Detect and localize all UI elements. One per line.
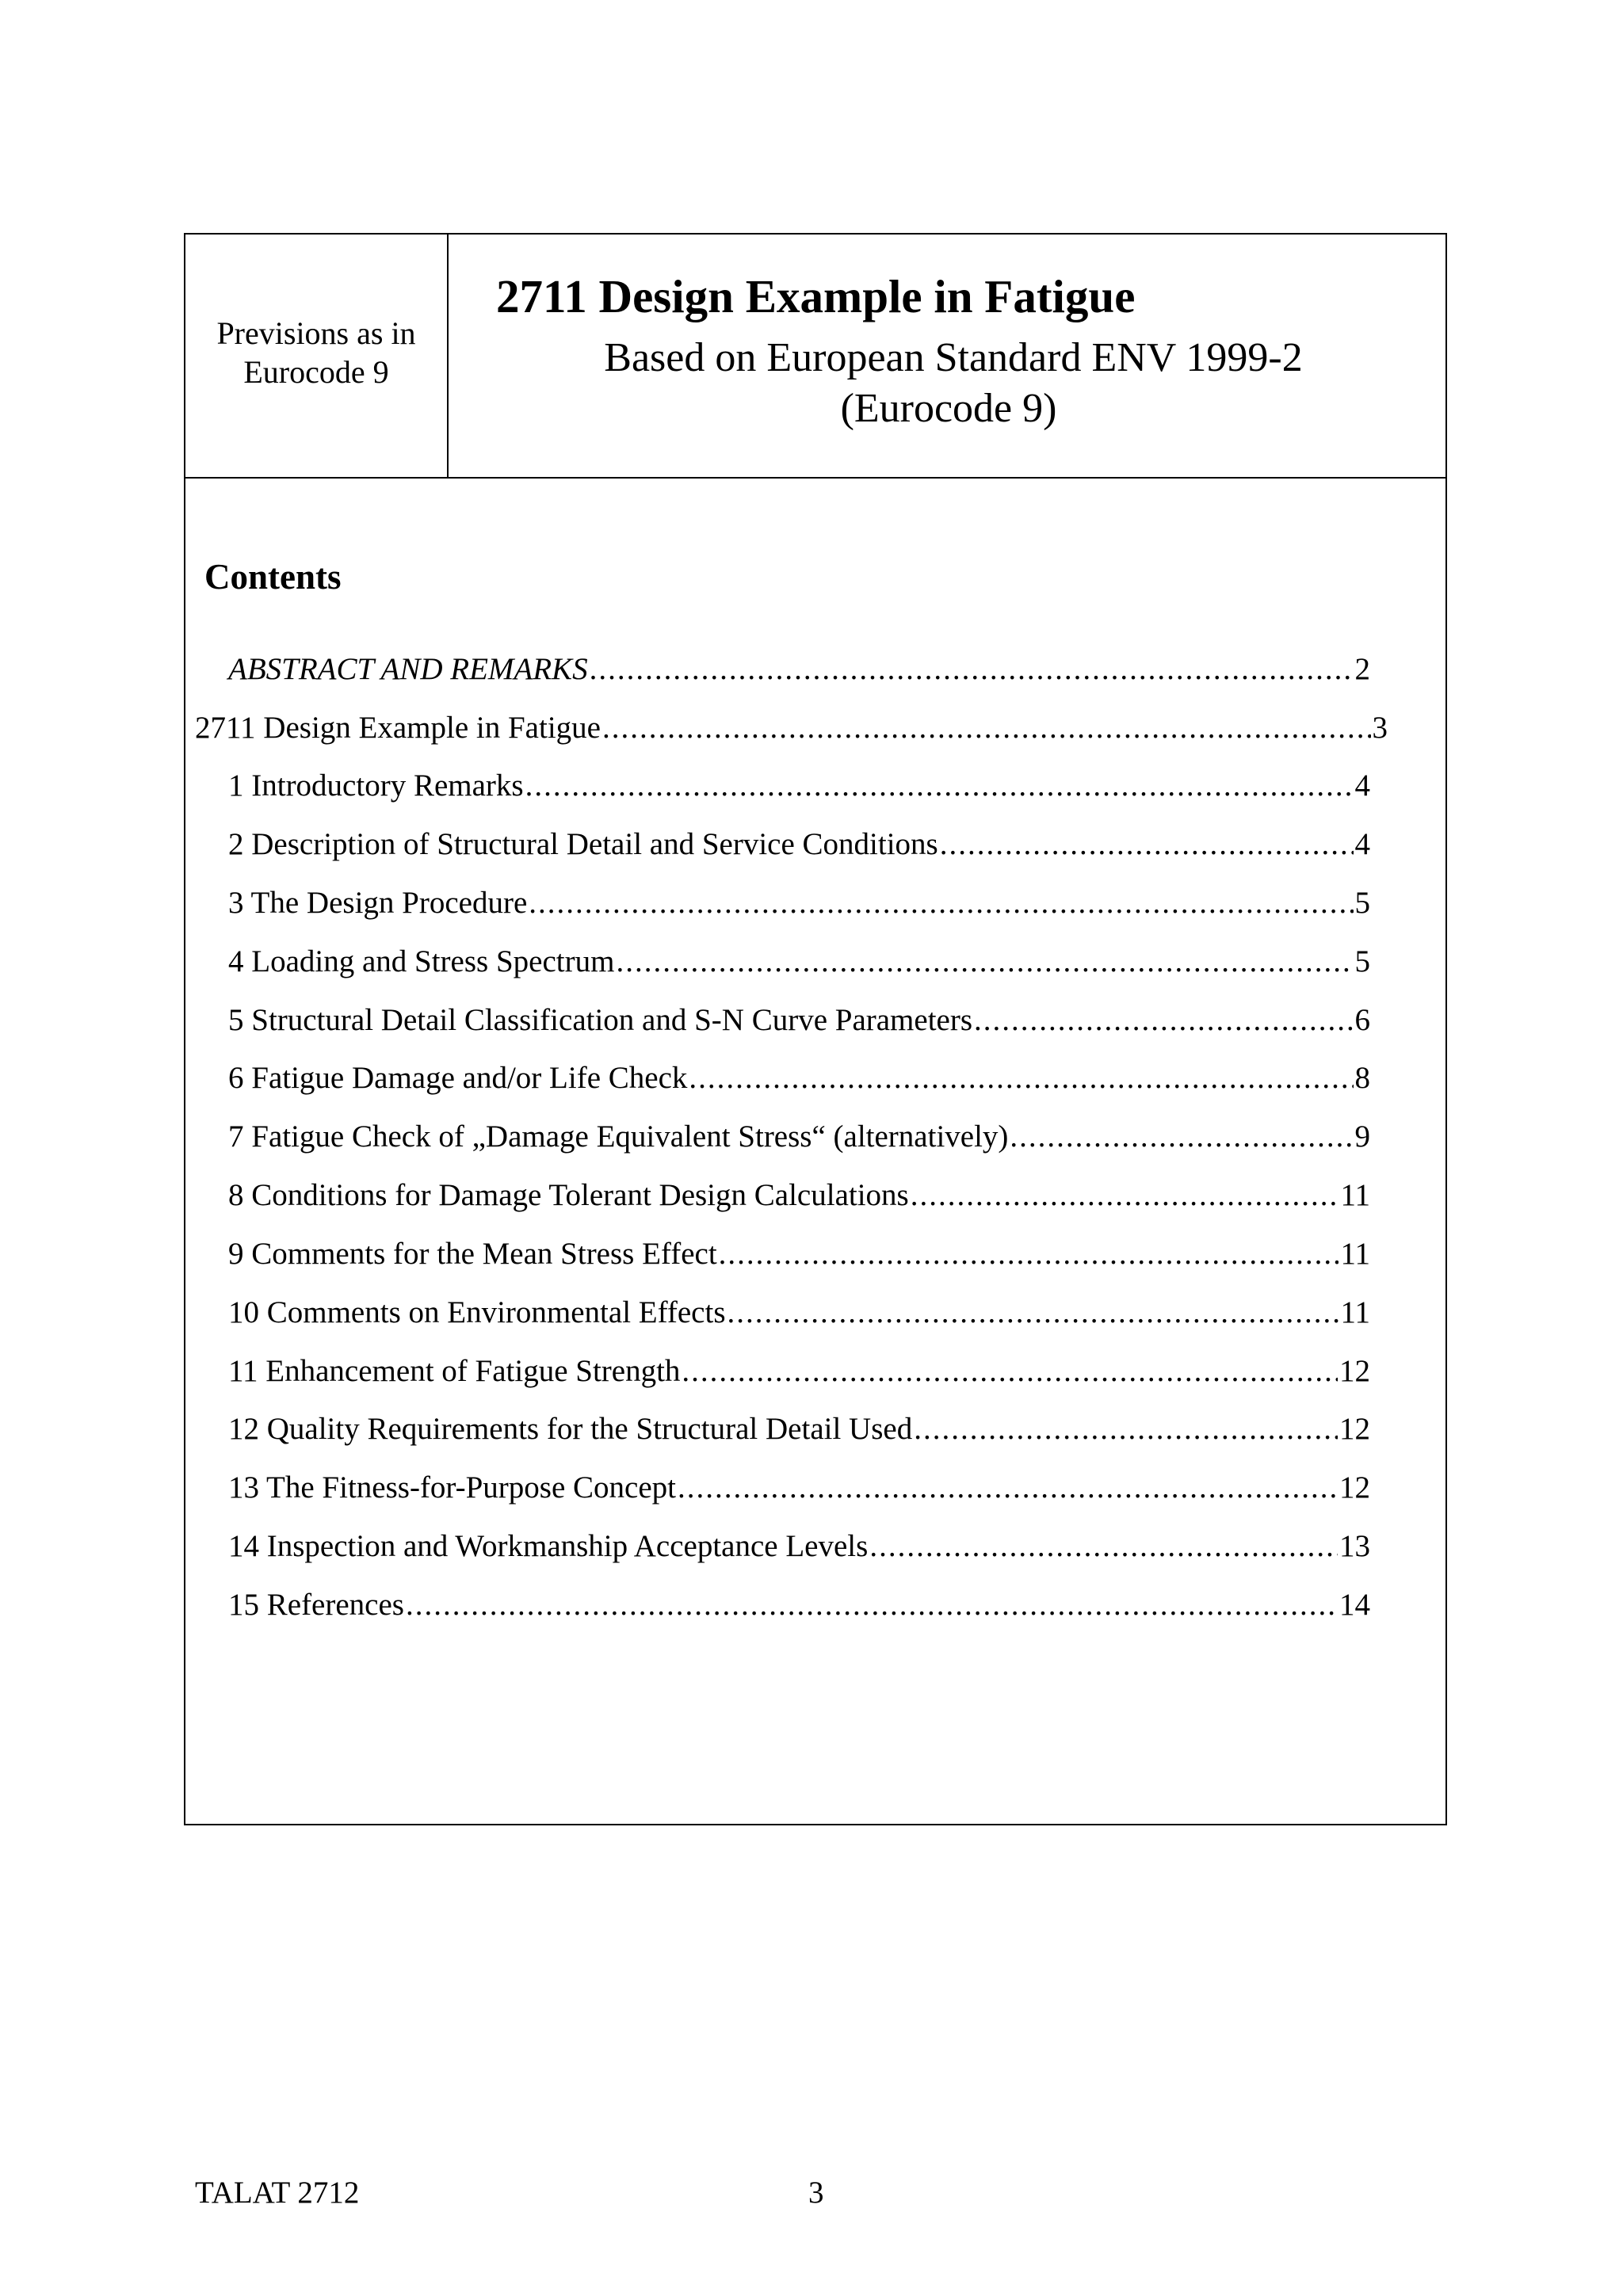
toc-entry-title: 10 Comments on Environmental Effects — [228, 1295, 726, 1329]
toc-entry-page-number: 2 — [1354, 652, 1370, 686]
toc-entry-page-number: 4 — [1354, 769, 1370, 803]
toc-entry-title: 1 Introductory Remarks — [228, 769, 524, 803]
toc-entry-page-number: 11 — [1340, 1178, 1370, 1212]
toc-entry-title: 6 Fatigue Damage and/or Life Check — [228, 1061, 688, 1095]
margin-note-line1: Previsions as in — [216, 315, 416, 351]
toc-entry-page-number: 4 — [1354, 827, 1370, 861]
toc-dot-leader — [974, 1001, 1353, 1040]
toc-entry[interactable] — [228, 766, 1370, 806]
toc-dot-leader — [940, 825, 1354, 864]
footer-page-number: 3 — [808, 2176, 824, 2210]
toc-entry[interactable] — [228, 1117, 1370, 1157]
toc-entry-title: 14 Inspection and Workmanship Acceptance Levels — [228, 1529, 869, 1563]
toc-entry-page-number: 5 — [1354, 944, 1370, 978]
toc-entry-page-number: 14 — [1339, 1588, 1370, 1622]
toc-entry-title: 13 The Fitness-for-Purpose Concept — [228, 1470, 677, 1505]
toc-dot-leader — [616, 942, 1353, 982]
toc-entry[interactable] — [228, 1058, 1370, 1098]
toc-entry[interactable] — [228, 1352, 1370, 1391]
toc-entry[interactable] — [228, 1234, 1370, 1274]
toc-entry[interactable] — [195, 708, 1388, 748]
margin-note-line2: Eurocode 9 — [243, 354, 389, 390]
toc-entry[interactable] — [228, 1176, 1370, 1215]
subtitle-line2: (Eurocode 9) — [840, 386, 1057, 431]
toc-dot-leader — [719, 1234, 1339, 1274]
toc-entry-title: 9 Comments for the Mean Stress Effect — [228, 1237, 717, 1271]
toc-entry[interactable] — [228, 1585, 1370, 1625]
toc-dot-leader — [529, 883, 1353, 923]
toc-entry[interactable] — [228, 942, 1370, 982]
toc-entry-page-number: 11 — [1340, 1295, 1370, 1329]
toc-entry-page-number: 6 — [1354, 1003, 1370, 1037]
toc-entry-page-number: 9 — [1354, 1119, 1370, 1154]
toc-entry-title: 3 The Design Procedure — [228, 886, 528, 920]
toc-entry[interactable] — [228, 1468, 1370, 1508]
toc-dot-leader — [914, 1409, 1338, 1449]
toc-dot-leader — [689, 1058, 1353, 1098]
toc-entry-title: 2711 Design Example in Fatigue — [195, 711, 601, 745]
toc-entry-title: 2 Description of Structural Detail and Service Conditions — [228, 827, 938, 861]
toc-entry-page-number: 3 — [1372, 711, 1388, 745]
toc-entry-title: 4 Loading and Stress Spectrum — [228, 944, 615, 978]
toc-entry[interactable] — [228, 1409, 1370, 1449]
toc-entry-title: 12 Quality Requirements for the Structural Detail Used — [228, 1412, 913, 1446]
footer-doc-id: TALAT 2712 — [195, 2176, 360, 2210]
toc-entry-page-number: 5 — [1354, 886, 1370, 920]
toc-entry-page-number: 13 — [1339, 1529, 1370, 1563]
toc-entry[interactable] — [228, 1293, 1370, 1333]
toc-entry-page-number: 12 — [1339, 1354, 1370, 1388]
toc-entry[interactable] — [228, 650, 1370, 689]
document-title: 2711 Design Example in Fatigue — [496, 270, 1136, 322]
toc-dot-leader — [678, 1468, 1338, 1508]
toc-entry[interactable] — [228, 883, 1370, 923]
subtitle-line1: Based on European Standard ENV 1999-2 — [604, 335, 1303, 380]
toc-dot-leader — [727, 1293, 1339, 1333]
toc-entry[interactable] — [228, 1001, 1370, 1040]
toc-dot-leader — [1010, 1117, 1353, 1157]
toc-dot-leader — [590, 650, 1354, 689]
toc-entry-title: 5 Structural Detail Classification and S-N Curve Parameters — [228, 1003, 973, 1037]
toc-dot-leader — [525, 766, 1354, 806]
toc-entry-title: 11 Enhancement of Fatigue Strength — [228, 1354, 681, 1388]
toc-entry-page-number: 12 — [1339, 1412, 1370, 1446]
toc-entry[interactable] — [228, 825, 1370, 864]
table-of-contents — [185, 235, 1445, 1824]
toc-entry-title: 8 Conditions for Damage Tolerant Design Calculations — [228, 1178, 909, 1212]
toc-entry-page-number: 12 — [1339, 1470, 1370, 1505]
toc-dot-leader — [869, 1527, 1338, 1566]
toc-entry-title: 7 Fatigue Check of „Damage Equivalent Stress“ (alternatively) — [228, 1119, 1009, 1154]
toc-entry[interactable] — [228, 1527, 1370, 1566]
toc-entry-title: ABSTRACT AND REMARKS — [228, 652, 588, 686]
toc-dot-leader — [682, 1352, 1338, 1391]
toc-entry-page-number: 11 — [1340, 1237, 1370, 1271]
toc-entry-title: 15 References — [228, 1588, 404, 1622]
toc-dot-leader — [911, 1176, 1339, 1215]
document-frame — [184, 233, 1447, 1825]
contents-heading: Contents — [204, 557, 342, 597]
toc-dot-leader — [406, 1585, 1338, 1625]
toc-entry-page-number: 8 — [1354, 1061, 1370, 1095]
toc-dot-leader — [602, 708, 1371, 748]
